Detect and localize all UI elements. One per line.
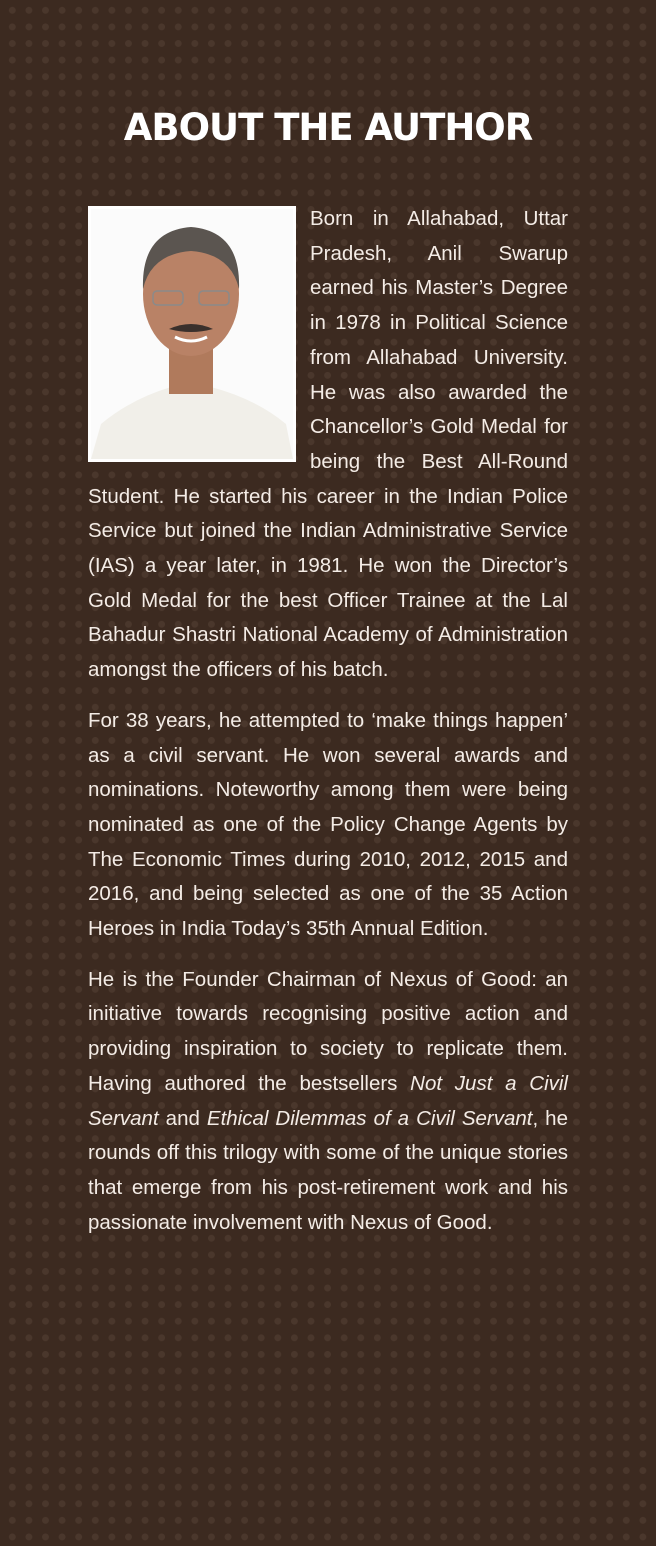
bio-paragraph-3 [88, 963, 568, 1241]
author-bio [88, 202, 568, 1256]
section-title: ABOUT THE AUTHOR [123, 106, 533, 149]
author-photo [88, 206, 296, 462]
book-title: Ethical Dilemmas of a Civil Servant [206, 1106, 533, 1130]
text: , he rounds off this trilogy with some of the unique stories that emerge from his post-retirement work and his passionate involvement with Nexus of Good. [88, 1106, 568, 1234]
bio-paragraph-2: For 38 years, he attempted to ‘make things happen’ as a civil servant. He won several awards and nominations. Noteworthy among them were being nominated as one of the Policy Change Agents by The Economic Times during 2010, 2012, 2015 and 2016, and being selected as one of the 35 Action Heroes in India Today’s 35th Annual Edition. [88, 708, 568, 941]
text: He is the Founder Chairman of Nexus of Good: an initiative towards recognising positive action and providing inspiration to society to replicate them. Having authored the bestsellers [88, 967, 568, 1095]
book-title: Not Just a Civil Servant [88, 1071, 568, 1130]
text: and [158, 1106, 207, 1130]
bio-paragraph-1: Born in Allahabad, Uttar Pradesh, Anil Swarup earned his Master’s Degree in 1978 in Political Science from Allahabad University. He was also awarded the Chancellor’s Gold Medal for being the Best All-Round Student. He started his career in the Indian Police Service but joined the Indian Administrative Service (IAS) a year later, in 1981. He won the Director’s Gold Medal for the best Officer Trainee at the Lal Bahadur Shastri National Academy of Administration amongst the officers of his batch. [88, 207, 568, 682]
